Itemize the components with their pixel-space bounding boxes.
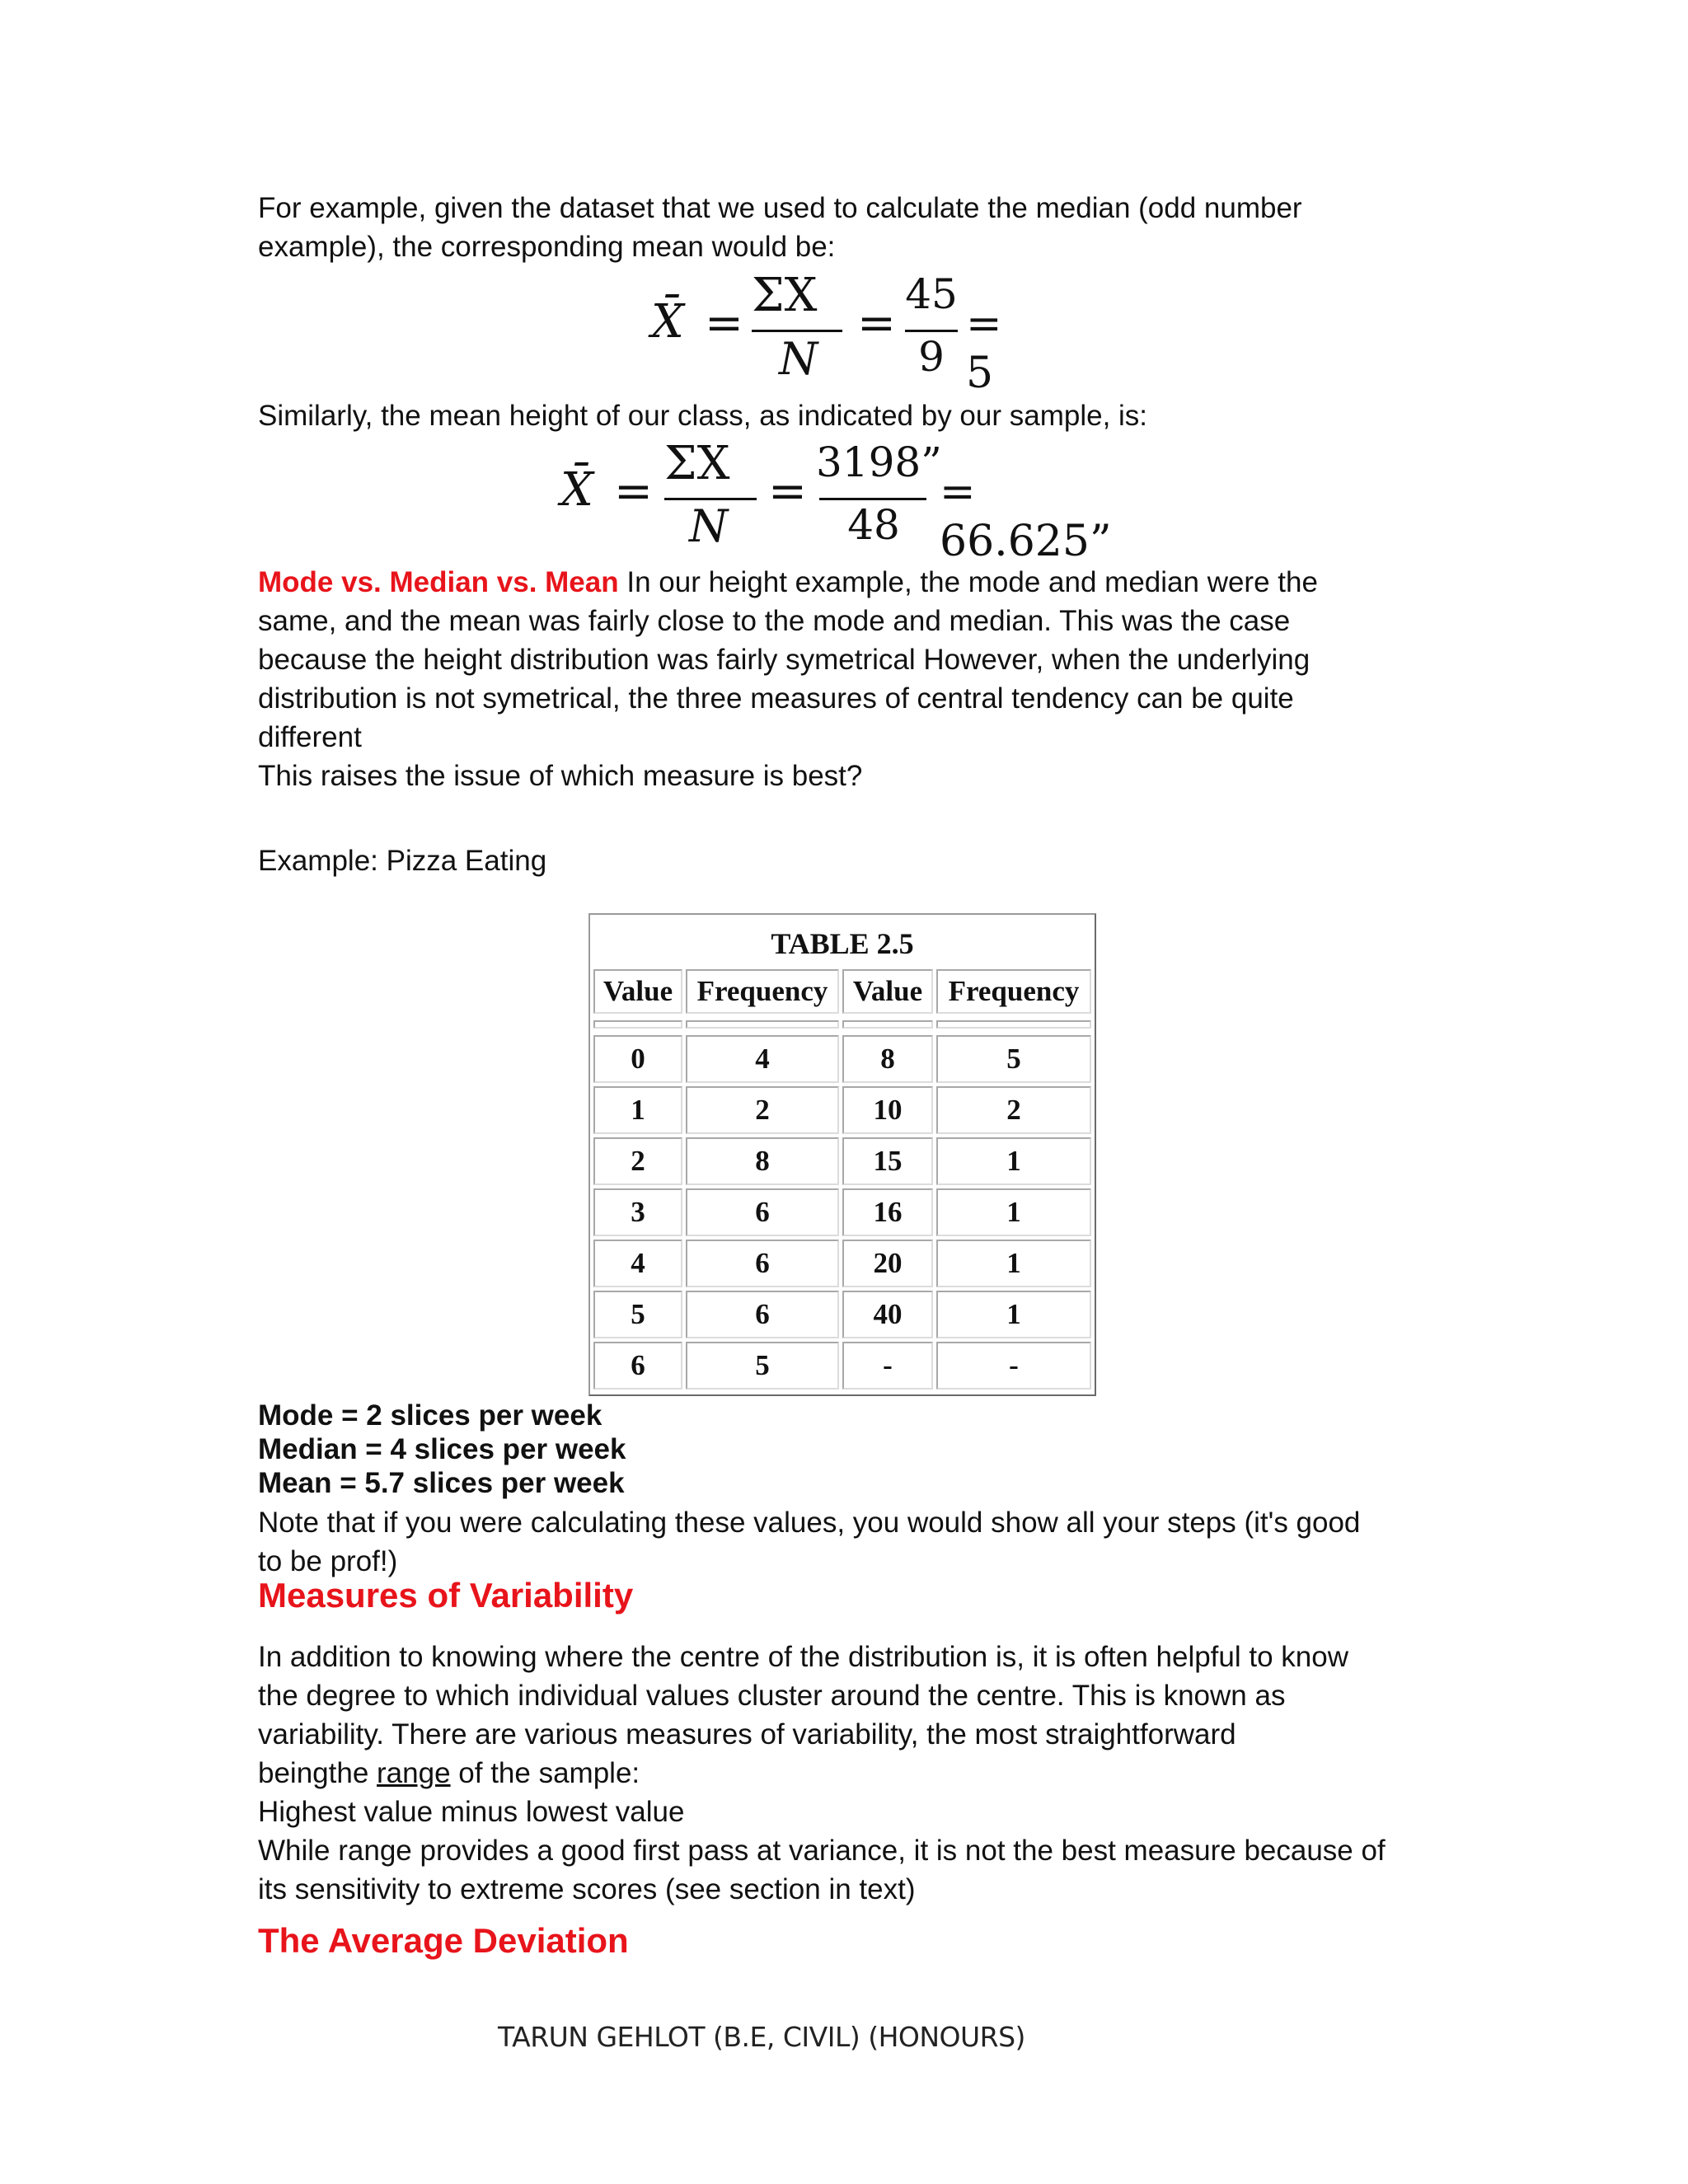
formula1-equals-1: = (705, 297, 743, 350)
table-cell: 6 (686, 1188, 839, 1236)
similarly-line: Similarly, the mean height of our class, as indicated by our sample, is: (258, 400, 1148, 432)
mode-line-1-text: In our height example, the mode and median were the (618, 566, 1318, 598)
table-cell: 5 (936, 1035, 1091, 1083)
table-cell: 8 (842, 1035, 933, 1083)
variability-line-1: In addition to knowing where the centre of the distribution is, it is often helpful to know (258, 1641, 1348, 1673)
table-cell: 40 (842, 1291, 933, 1338)
formula1-result: = 5 (966, 299, 1002, 398)
formula2-lhs: X̄ (560, 463, 593, 517)
note-line-1: Note that if you were calculating these values, you would show all your steps (it's good (258, 1507, 1361, 1539)
table-spacer-cell (936, 1020, 1091, 1029)
formula2-numerator: 3198” (816, 438, 942, 486)
mode-line-5: different (258, 721, 362, 753)
formula1-fraction-bar-2 (905, 330, 958, 332)
mode-line-1 (258, 563, 1318, 602)
variability-line-4 (258, 1754, 640, 1793)
mode-stat: Mode = 2 slices per week (258, 1399, 603, 1432)
formula2-denominator: 48 (847, 501, 900, 549)
table-cell: 2 (686, 1086, 839, 1134)
table-header-value-1: Value (593, 969, 682, 1014)
formula1-lhs: X̄ (651, 295, 684, 349)
table-cell: 5 (686, 1342, 839, 1390)
table-spacer-cell (686, 1020, 839, 1029)
intro-line-2: example), the corresponding mean would be: (258, 231, 836, 263)
footer-author: TARUN GEHLOT (B.E, CIVIL) (HONOURS) (498, 2021, 1025, 2053)
mode-vs-median-label: Mode vs. Median vs. Mean (258, 566, 619, 598)
variability-line-3: variability. There are various measures of variability, the most straightforward (258, 1718, 1236, 1750)
formula2-result: = 66.625” (940, 467, 1112, 566)
mode-line-4: distribution is not symetrical, the three measures of central tendency can be quite (258, 682, 1294, 715)
variability-line-4-start: beingthe (258, 1757, 377, 1789)
table-cell: 6 (686, 1240, 839, 1287)
pizza-table (588, 913, 1096, 1396)
formula2-denominator-n: N (689, 500, 729, 552)
table-cell: 4 (593, 1240, 682, 1287)
table-cell: 15 (842, 1137, 933, 1185)
table-cell: 1 (936, 1188, 1091, 1236)
average-deviation-heading: The Average Deviation (258, 1921, 629, 1960)
table-spacer-cell (842, 1020, 933, 1029)
mode-line-2: same, and the mean was fairly close to the mode and median. This was the case (258, 605, 1291, 637)
table-cell: - (842, 1342, 933, 1390)
note-line-2: to be prof!) (258, 1545, 398, 1577)
variability-line-2: the degree to which individual values cluster around the centre. This is known as (258, 1680, 1286, 1712)
table-spacer-cell (593, 1020, 682, 1029)
table-cell: 20 (842, 1240, 933, 1287)
table-cell: 4 (686, 1035, 839, 1083)
formula2-fraction-bar-2 (819, 498, 926, 500)
page-footer (0, 2021, 1688, 2053)
formula2-equals-1: = (614, 465, 653, 518)
table-cell: 10 (842, 1086, 933, 1134)
formula2-sigma: ΣX (664, 437, 730, 490)
formula1-denominator-n: N (779, 333, 818, 385)
variability-line-4-end: of the sample: (450, 1757, 640, 1789)
formula1-denominator: 9 (918, 333, 945, 381)
mode-line-3: because the height distribution was fairly symetrical However, when the underlying (258, 644, 1311, 676)
table-cell: 16 (842, 1188, 933, 1236)
variability-line-7: its sensitivity to extreme scores (see section in text) (258, 1873, 916, 1905)
formula2-equals-2: = (768, 465, 807, 518)
formula1-numerator: 45 (905, 270, 958, 318)
table-cell: 1 (593, 1086, 682, 1134)
formula1-fraction-bar-1 (752, 330, 842, 332)
variability-line-6: While range provides a good first pass at variance, it is not the best measure because of (258, 1835, 1386, 1867)
intro-line-1: For example, given the dataset that we used to calculate the median (odd number (258, 192, 1302, 224)
formula1-equals-2: = (857, 297, 896, 350)
table-cell: 2 (593, 1137, 682, 1185)
range-term: range (377, 1757, 451, 1789)
table-cell: - (936, 1342, 1091, 1390)
table-cell: 1 (936, 1240, 1091, 1287)
table-header-value-2: Value (842, 969, 933, 1014)
table-cell: 3 (593, 1188, 682, 1236)
table-cell: 0 (593, 1035, 682, 1083)
table-cell: 6 (593, 1342, 682, 1390)
formula1-sigma: ΣX (752, 269, 818, 322)
table-header-frequency-2: Frequency (936, 969, 1091, 1014)
table-cell: 1 (936, 1137, 1091, 1185)
table-cell: 5 (593, 1291, 682, 1338)
table-cell: 1 (936, 1291, 1091, 1338)
table-cell: 6 (686, 1291, 839, 1338)
table-cell: 2 (936, 1086, 1091, 1134)
example-title: Example: Pizza Eating (258, 845, 547, 877)
median-stat: Median = 4 slices per week (258, 1433, 626, 1465)
variability-heading: Measures of Variability (258, 1576, 634, 1615)
table-caption: TABLE 2.5 (771, 927, 914, 960)
variability-line-5: Highest value minus lowest value (258, 1796, 685, 1828)
mode-line-6: This raises the issue of which measure is best? (258, 760, 863, 792)
mean-stat: Mean = 5.7 slices per week (258, 1467, 625, 1499)
table-header-frequency-1: Frequency (686, 969, 839, 1014)
table-cell: 8 (686, 1137, 839, 1185)
